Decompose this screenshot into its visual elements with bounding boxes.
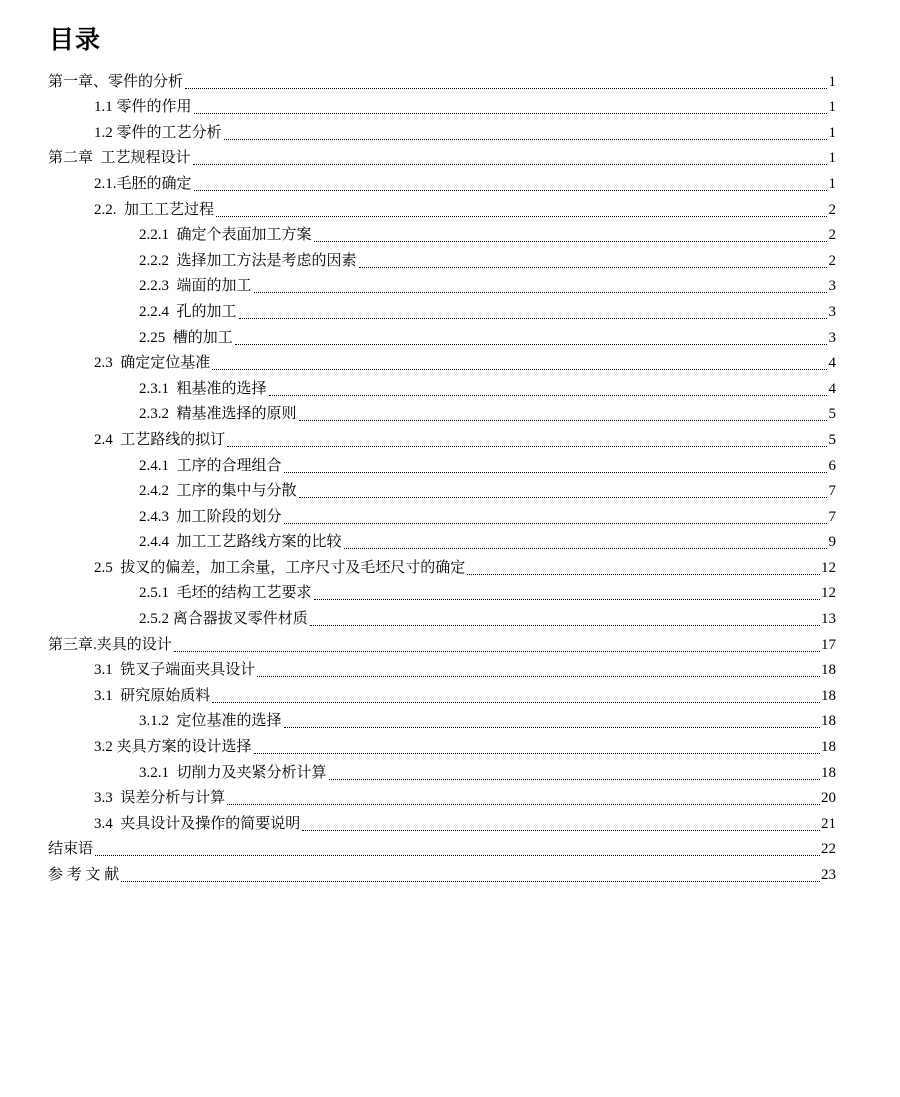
toc-entry-page-number: 3 <box>828 329 836 346</box>
toc-dot-leader <box>235 344 827 345</box>
toc-entry-title: 参 考 文 献 <box>48 867 120 883</box>
toc-list <box>0 68 900 887</box>
toc-entry-title: 2.3 确定定位基准 <box>94 355 211 372</box>
toc-entry[interactable] <box>0 247 900 273</box>
toc-entry-title: 3.2 夹具方案的设计选择 <box>94 739 252 756</box>
toc-entry-page-number: 2 <box>828 227 836 244</box>
toc-entry[interactable] <box>0 554 900 580</box>
toc-dot-leader <box>227 804 820 805</box>
toc-entry-page-number: 20 <box>821 790 836 807</box>
toc-dot-leader <box>212 369 827 370</box>
toc-entry[interactable] <box>0 119 900 145</box>
toc-entry[interactable] <box>0 170 900 196</box>
toc-entry-title: 2.4.3 加工阶段的划分 <box>139 508 282 525</box>
toc-entry[interactable] <box>0 708 900 734</box>
toc-entry-title: 3.1.2 定位基准的选择 <box>139 713 282 730</box>
toc-entry[interactable] <box>0 298 900 324</box>
toc-entry[interactable] <box>0 196 900 222</box>
toc-entry-page-number: 18 <box>821 687 836 704</box>
toc-dot-leader <box>299 420 827 421</box>
toc-entry-page-number: 13 <box>821 611 836 628</box>
toc-dot-leader <box>95 855 820 856</box>
toc-title: 目录 <box>49 27 102 54</box>
toc-entry[interactable] <box>0 324 900 350</box>
toc-dot-leader <box>257 676 820 677</box>
toc-dot-leader <box>302 830 820 831</box>
toc-dot-leader <box>185 88 827 89</box>
toc-entry[interactable] <box>0 375 900 401</box>
toc-entry-title: 3.1 铣叉子端面夹具设计 <box>94 662 256 679</box>
toc-dot-leader <box>329 779 820 780</box>
toc-entry-page-number: 18 <box>821 739 836 756</box>
toc-entry-page-number: 7 <box>828 508 836 525</box>
toc-entry-title: 3.1 研究原始质料 <box>94 687 211 704</box>
toc-entry-title: 2.2. 加工工艺过程 <box>94 201 215 218</box>
toc-entry-page-number: 1 <box>828 124 836 141</box>
toc-dot-leader <box>299 497 827 498</box>
toc-entry-page-number: 3 <box>828 278 836 295</box>
toc-entry-title: 1.2 零件的工艺分析 <box>94 124 222 141</box>
toc-entry-page-number: 18 <box>821 764 836 781</box>
toc-entry-page-number: 4 <box>828 380 836 397</box>
toc-entry-title: 2.4.1 工序的合理组合 <box>139 457 282 474</box>
toc-entry-title: 第二章 工艺规程设计 <box>48 150 191 167</box>
toc-entry-page-number: 22 <box>821 841 836 858</box>
toc-entry-title: 2.2.3 端面的加工 <box>139 278 252 295</box>
toc-entry-title: 2.4 工艺路线的拟订 <box>94 431 226 448</box>
toc-dot-leader <box>216 216 827 217</box>
toc-dot-leader <box>121 881 820 882</box>
toc-entry-title: 2.5.1 毛坯的结构工艺要求 <box>139 585 312 602</box>
toc-dot-leader <box>284 472 827 473</box>
toc-dot-leader <box>284 727 820 728</box>
toc-entry-title: 第一章、零件的分析 <box>48 73 184 90</box>
toc-entry-page-number: 4 <box>828 355 836 372</box>
toc-dot-leader <box>359 267 827 268</box>
toc-entry-title: 2.5.2 离合器拔叉零件材质 <box>139 611 308 628</box>
toc-entry-page-number: 6 <box>828 457 836 474</box>
toc-entry-title: 2.2.2 选择加工方法是考虑的因素 <box>139 252 357 269</box>
toc-entry[interactable] <box>0 657 900 683</box>
toc-entry-page-number: 12 <box>821 585 836 602</box>
toc-entry-page-number: 5 <box>828 431 836 448</box>
toc-entry[interactable] <box>0 273 900 299</box>
toc-entry[interactable] <box>0 68 900 94</box>
toc-entry-page-number: 1 <box>828 150 836 167</box>
toc-entry-page-number: 23 <box>821 867 836 883</box>
toc-entry-title: 2.5 拔叉的偏差，加工余量，工序尺寸及毛坯尺寸的确定 <box>94 559 466 576</box>
toc-entry[interactable] <box>0 631 900 657</box>
toc-entry[interactable] <box>0 759 900 785</box>
toc-entry-title: 3.2.1 切削力及夹紧分析计算 <box>139 764 327 781</box>
toc-entry-title: 结束语 <box>48 841 94 858</box>
toc-entry-title: 2.3.1 粗基准的选择 <box>139 380 267 397</box>
toc-entry-page-number: 7 <box>828 483 836 500</box>
toc-entry[interactable] <box>0 605 900 631</box>
toc-entry-title: 第三章.夹具的设计 <box>48 636 172 653</box>
toc-entry-title: 3.4 夹具设计及操作的简要说明 <box>94 815 301 832</box>
toc-entry[interactable] <box>0 94 900 120</box>
toc-dot-leader <box>224 139 827 140</box>
toc-dot-leader <box>194 190 827 191</box>
toc-entry[interactable] <box>0 810 900 836</box>
toc-entry-page-number: 3 <box>828 303 836 320</box>
toc-entry[interactable] <box>0 836 900 862</box>
toc-dot-leader <box>212 702 820 703</box>
toc-entry-page-number: 12 <box>821 559 836 576</box>
toc-dot-leader <box>193 164 827 165</box>
toc-dot-leader <box>314 241 827 242</box>
toc-entry-title: 2.2.1 确定个表面加工方案 <box>139 227 312 244</box>
toc-entry-page-number: 1 <box>828 73 836 90</box>
toc-entry-title: 2.1.毛胚的确定 <box>94 175 192 192</box>
toc-dot-leader <box>194 113 827 114</box>
toc-entry-page-number: 2 <box>828 201 836 218</box>
toc-dot-leader <box>174 651 820 652</box>
toc-entry-title: 2.25 槽的加工 <box>139 329 233 346</box>
toc-entry[interactable] <box>0 478 900 504</box>
toc-dot-leader <box>314 599 820 600</box>
toc-entry[interactable] <box>0 733 900 759</box>
toc-entry[interactable] <box>0 682 900 708</box>
toc-entry-title: 2.3.2 精基准选择的原则 <box>139 406 297 423</box>
toc-entry-page-number: 21 <box>821 815 836 832</box>
toc-entry[interactable] <box>0 503 900 529</box>
toc-entry-page-number: 1 <box>828 99 836 116</box>
toc-dot-leader <box>239 318 827 319</box>
toc-dot-leader <box>269 395 827 396</box>
toc-entry-page-number: 1 <box>828 175 836 192</box>
toc-entry-page-number: 18 <box>821 713 836 730</box>
toc-entry-page-number: 17 <box>821 636 836 653</box>
toc-dot-leader <box>467 574 820 575</box>
toc-dot-leader <box>284 523 827 524</box>
toc-dot-leader <box>344 548 827 549</box>
toc-entry-page-number: 18 <box>821 662 836 679</box>
toc-entry-title: 2.2.4 孔的加工 <box>139 303 237 320</box>
toc-entry[interactable] <box>0 350 900 376</box>
toc-dot-leader <box>227 446 827 447</box>
toc-entry[interactable] <box>0 222 900 248</box>
toc-dot-leader <box>254 753 820 754</box>
toc-entry[interactable] <box>0 785 900 811</box>
toc-entry[interactable] <box>0 529 900 555</box>
toc-entry[interactable] <box>0 580 900 606</box>
toc-entry-page-number: 9 <box>828 534 836 551</box>
toc-entry-title: 2.4.2 工序的集中与分散 <box>139 483 297 500</box>
toc-entry-title: 1.1 零件的作用 <box>94 99 192 116</box>
toc-entry-page-number: 5 <box>828 406 836 423</box>
toc-entry-title: 3.3 误差分析与计算 <box>94 790 226 807</box>
toc-entry[interactable] <box>0 401 900 427</box>
toc-entry[interactable] <box>0 861 900 887</box>
toc-entry-page-number: 2 <box>828 252 836 269</box>
toc-entry[interactable] <box>0 145 900 171</box>
toc-entry-title: 2.4.4 加工工艺路线方案的比较 <box>139 534 342 551</box>
toc-entry[interactable] <box>0 452 900 478</box>
toc-entry[interactable] <box>0 426 900 452</box>
toc-dot-leader <box>254 292 827 293</box>
toc-dot-leader <box>310 625 820 626</box>
